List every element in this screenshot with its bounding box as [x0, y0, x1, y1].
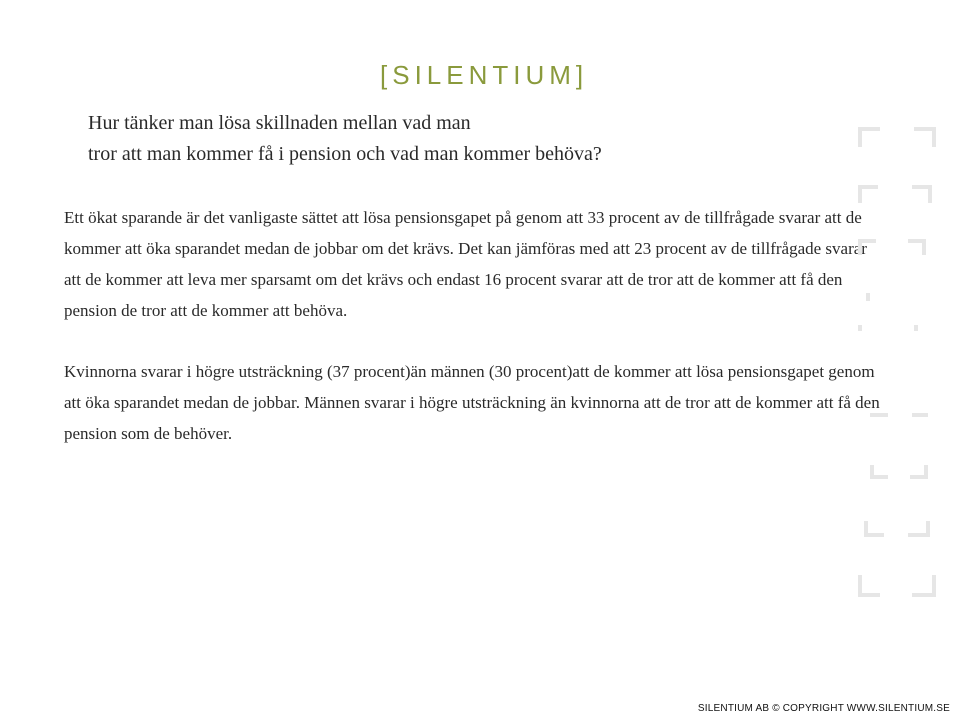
question-line-2: tror att man kommer få i pension och vad man kommer behöva?	[88, 143, 602, 165]
body-paragraph-1: Ett ökat sparande är det vanligaste sättet att lösa pensionsgapet på genom att 33 procent av de tillfrågade svarar att de kommer att öka sparandet medan de jobbar om det krävs. Det kan jämföras med att 23 procent av de tillfrågade svarar att de kommer att leva mer sparsamt om det krävs och endast 16 procent svarar att de tror att de kommer att få den pension de tror att de kommer att behöva.	[64, 208, 867, 320]
question-heading	[88, 108, 628, 170]
question-line-1: Hur tänker man lösa skillnaden mellan vad man	[88, 112, 471, 134]
footer-copyright: SILENTIUM AB © COPYRIGHT WWW.SILENTIUM.SE	[697, 703, 950, 714]
silentium-logo: [SILENTIUM]	[380, 60, 589, 90]
bracket-pattern-icon	[856, 125, 938, 600]
body-paragraph-2: Kvinnorna svarar i högre utsträckning (37 procent)än männen (30 procent)att de kommer att lösa pensionsgapet genom att öka sparandet medan de jobbar. Männen svarar i högre utsträckning än kvinnorna att de tror att de kommer att få den pension som de behöver.	[64, 362, 880, 443]
